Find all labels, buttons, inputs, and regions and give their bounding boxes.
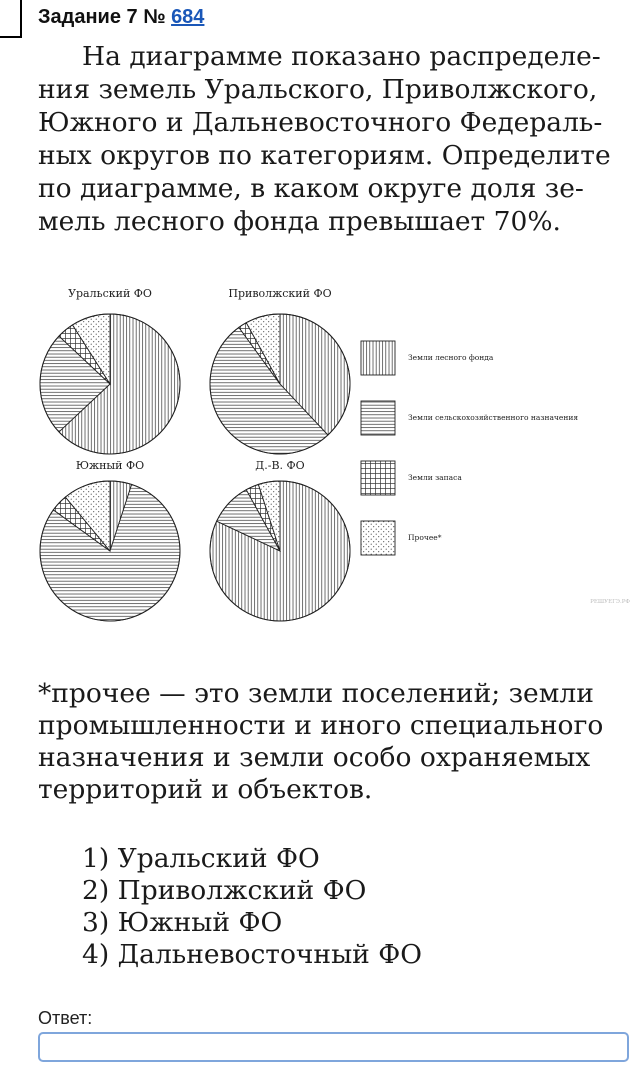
- legend-swatch: [361, 521, 395, 555]
- pie-title: Д.-В. ФО: [255, 459, 305, 472]
- legend-item: [361, 341, 494, 375]
- legend-swatch: [361, 401, 395, 435]
- option-1: 1) Уральский ФО: [82, 843, 320, 874]
- watermark-text: РЕШУЕГЭ.РФ: [590, 599, 630, 605]
- legend-label: Земли сельскохозяйственного назначения: [408, 413, 579, 422]
- answer-options: [82, 843, 422, 971]
- footnote-line: территорий и объектов.: [38, 774, 373, 805]
- legend-item: [361, 401, 578, 435]
- pie-chart: [210, 459, 350, 621]
- question-line: На диаграмме показано распределе-: [82, 41, 601, 72]
- option-4: 4) Дальневосточный ФО: [82, 939, 422, 970]
- option-2: 2) Приволжский ФО: [82, 875, 367, 906]
- question-line: Южного и Дальневосточного Федераль-: [38, 107, 603, 138]
- legend-label: Прочее*: [408, 533, 442, 542]
- pie-charts-figure: [30, 283, 635, 623]
- pie-charts-svg: [30, 283, 635, 623]
- task-header: [38, 6, 204, 29]
- answer-input[interactable]: [38, 1032, 629, 1062]
- corner-frame: [0, 0, 22, 38]
- footnote-line: назначения и земли особо охраняемых: [38, 742, 591, 773]
- pie-chart: [210, 287, 350, 454]
- footnote: [38, 678, 628, 806]
- option-3: 3) Южный ФО: [82, 907, 283, 938]
- task-prefix: Задание 7 №: [38, 6, 166, 28]
- footnote-line: *прочее — это земли поселений; земли: [38, 678, 594, 709]
- legend-item: [361, 461, 462, 495]
- footnote-line: промышленности и иного специального: [38, 710, 604, 741]
- question-line: мель лесного фонда превышает 70%.: [38, 206, 561, 237]
- legend-label: Земли лесного фонда: [408, 353, 494, 362]
- pie-title: Уральский ФО: [68, 287, 152, 300]
- pie-chart: [40, 287, 180, 454]
- legend-item: [361, 521, 442, 555]
- question-line: ных округов по категориям. Определите: [38, 140, 611, 171]
- answer-label: Ответ:: [38, 1008, 93, 1028]
- pie-title: Южный ФО: [75, 459, 145, 472]
- legend-swatch: [361, 461, 395, 495]
- pie-chart: [40, 459, 180, 621]
- question-line: по диаграмме, в каком округе доля зе-: [38, 173, 584, 204]
- question-text: [38, 40, 623, 238]
- task-number-link[interactable]: 684: [171, 6, 205, 28]
- legend-label: Земли запаса: [408, 473, 462, 482]
- pie-title: Приволжский ФО: [228, 287, 332, 300]
- question-line: ния земель Уральского, Приволжского,: [38, 74, 598, 105]
- legend-swatch: [361, 341, 395, 375]
